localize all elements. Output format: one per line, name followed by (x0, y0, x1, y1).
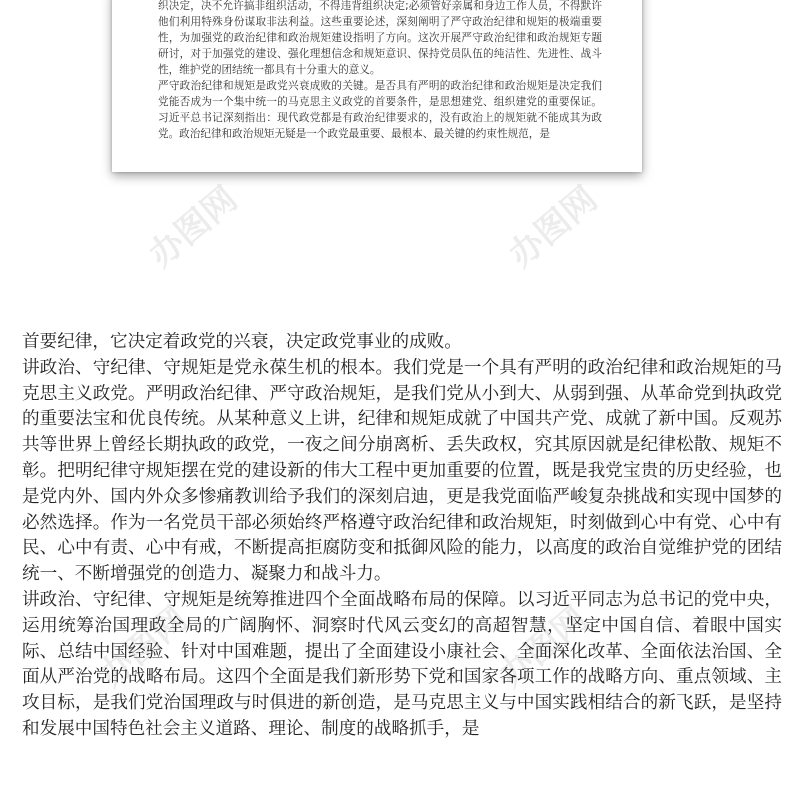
body-paragraph: 讲政治、守纪律、守规矩是党永葆生机的根本。我们党是一个具有严明的政治纪律和政治规矩的马克思主义政党。严明政治纪律、严守政治规矩，是我们党从小到大、从弱到强、从革命党到执政党的重要法宝和优良传统。从某种意义上讲，纪律和规矩成就了中国共产党、成就了新中国。反观苏共等世界上曾经长期执政的政党，一夜之间分崩离析、丢失政权，究其原因就是纪律松散、规矩不彰。把明纪律守规矩摆在党的建设新的伟大工程中更加重要的位置，既是我党宝贵的历史经验，也是党内外、国内外众多惨痛教训给予我们的深刻启迪，更是我党面临严峻复杂挑战和实现中国梦的必然选择。作为一名党员干部必须始终严格遵守政治纪律和政治规矩，时刻做到心中有党、心中有民、心中有责、心中有戒，不断提高拒腐防变和抵御风险的能力，以高度的政治自觉维护党的团结统一、不断增强党的创造力、凝聚力和战斗力。 (22, 357, 782, 585)
document-preview-card (112, 0, 642, 172)
watermark: 办图网 (501, 179, 606, 276)
preview-paragraph: 严守政治纪律和规矩是政党兴衰成败的关键。是否具有严明的政治纪律和政治规矩是决定我们党能否成为一个集中统一的马克思主义政党的首要条件，是思想建党、组织建党的重要保证。习近平总书记深刻指出：现代政党都是有政治纪律要求的，没有政治上的规矩就不能成其为政党。政治纪律和政治规矩无疑是一个政党最重要、最根本、最关键的约束性规范，是 (158, 80, 602, 140)
watermark: 办图网 (491, 599, 596, 696)
body-paragraph: 讲政治、守纪律、守规矩是统筹推进四个全面战略布局的保障。以习近平同志为总书记的党中央，运用统筹治国理政全局的广阔胸怀、洞察时代风云变幻的高超智慧，坚定中国自信、着眼中国实际、总结中国经验、针对中国难题，提出了全面建设小康社会、全面深化改革、全面依法治国、全面从严治党的战略布局。这四个全面是我们新形势下党和国家各项工作的战略方向、重点领域、主攻目标，是我们党治国理政与时俱进的新创造，是马克思主义与中国实践相结合的新飞跃，是坚持和发展中国特色社会主义道路、理论、制度的战略抓手，是 (22, 589, 782, 739)
watermark: 办图网 (91, 599, 196, 696)
watermark: 办图网 (141, 179, 246, 276)
preview-paragraph: 织决定，决不允许搞非组织活动，不得违背组织决定;必须管好亲属和身边工作人员，不得默许他们利用特殊身份谋取非法利益。这些重要论述，深刻阐明了严守政治纪律和规矩的极端重要性，为加强党的政治纪律和政治规矩建设指明了方向。这次开展严守政治纪律和政治规矩专题研讨，对于加强党的建设、强化理想信念和规矩意识、保持党员队伍的纯洁性、先进性、战斗性，维护党的团结统一都具有十分重大的意义。 (158, 0, 602, 76)
preview-text (158, 0, 602, 142)
body-paragraph: 首要纪律，它决定着政党的兴衰，决定政党事业的成败。 (22, 332, 462, 352)
document-body (22, 330, 782, 743)
